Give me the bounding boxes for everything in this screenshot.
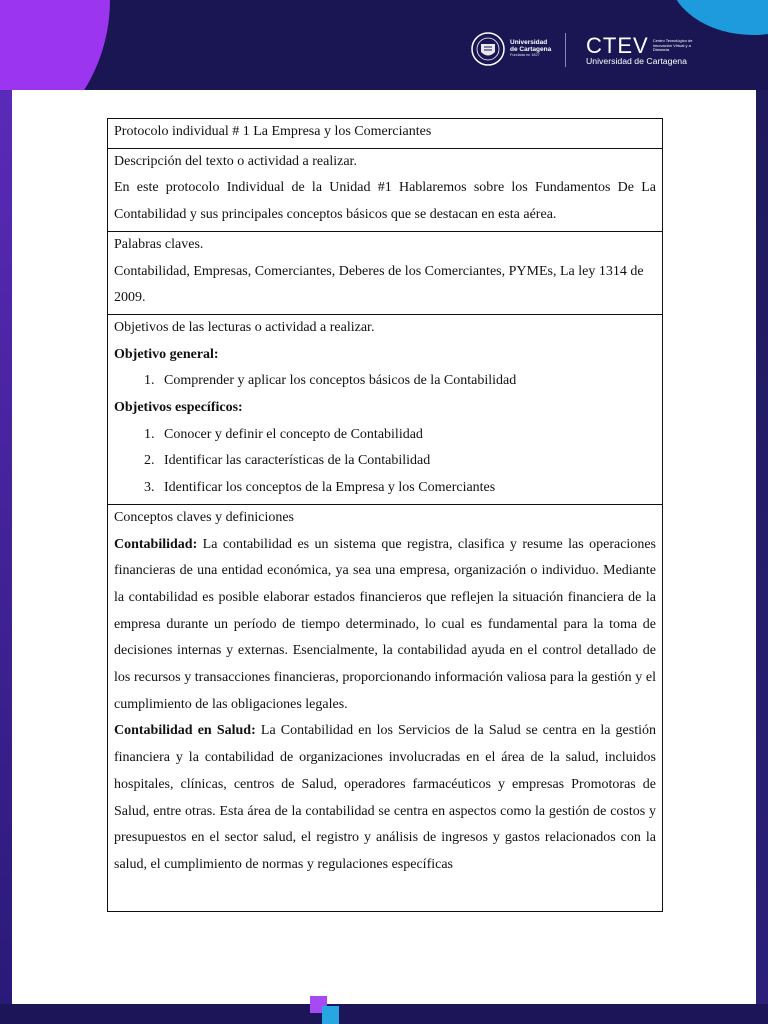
ctev-subtitle: Universidad de Cartagena <box>586 56 687 66</box>
description-heading: Descripción del texto o actividad a realizar. <box>114 153 357 169</box>
concepts-heading: Conceptos claves y definiciones <box>114 509 295 525</box>
university-name-line2: de Cartagena <box>510 45 552 53</box>
concept-definition: La Contabilidad en los Servicios de la Salud se centra en la gestión financiera y la contabilidad de organizaciones involucradas en el área de la salud, incluidos hospitales, clínicas, centros de Salud, operadores farmacéuticos y empresas Promotoras de Salud, entre otras. Esta área de la contabilidad se centra en aspectos como la gestión de costos y presupuestos en el sector salud, el registro y análisis de ingresos y gastos relacionados con la salud, el cumplimiento de normas y regulaciones específicas <box>114 723 656 872</box>
list-item: 3. Identificar los conceptos de la Empresa y los Comerciantes <box>158 475 656 502</box>
ctev-name: CTEV <box>586 33 649 58</box>
page-header-banner <box>0 0 768 90</box>
specific-objectives-list <box>114 422 656 502</box>
left-side-band <box>0 90 12 1004</box>
university-name-line1: Universidad <box>510 39 548 47</box>
protocol-table <box>107 118 663 912</box>
description-text: En este protocolo Individual de la Unidad #1 Hablaremos sobre los Fundamentos De La Contabilidad y sus principales conceptos básicos que se destacan en esta aérea. <box>114 180 656 223</box>
ctev-small-text: Centro Tecnológico de Innovación Virtual y a Distancia <box>652 38 693 53</box>
concept-definition: La contabilidad es un sistema que registra, clasifica y resume las operaciones financieras de una entidad económica, ya sea una empresa, organización o individuo. Mediante la contabilidad es posible elaborar estados financieros que reflejen la situación financiera de la empresa durante un período de tiempo determinado, lo cual es fundamental para la toma de decisiones internas y externas. Esencialmente, la contabilidad ayuda en el control detallado de los recursos y transacciones financieras, proporcionando información valiosa para la gestión y el cumplimiento de las obligaciones legales. <box>114 536 656 712</box>
university-logo <box>470 30 551 68</box>
university-crest-icon <box>470 30 506 68</box>
blue-square-decoration <box>322 1006 339 1024</box>
protocol-title-row <box>108 119 663 149</box>
objectives-row <box>108 314 663 504</box>
concept-paragraph <box>114 718 656 878</box>
list-item: 1. Conocer y definir el concepto de Contabilidad <box>158 422 656 449</box>
objectives-heading: Objetivos de las lecturas o actividad a realizar. <box>114 319 375 335</box>
concept-term: Contabilidad: <box>114 536 198 552</box>
page-footer <box>0 1004 768 1024</box>
right-side-band <box>756 90 768 1004</box>
blue-circle-decoration <box>668 0 768 35</box>
general-objective-list <box>114 368 656 395</box>
general-objective-label: Objetivo general: <box>114 346 219 362</box>
list-item: 1. Comprender y aplicar los conceptos básicos de la Contabilidad <box>158 368 656 395</box>
ctev-logo <box>586 33 703 66</box>
concepts-row <box>108 504 663 911</box>
list-item: 2. Identificar las características de la Contabilidad <box>158 448 656 475</box>
logo-divider <box>565 33 566 67</box>
description-row <box>108 148 663 231</box>
concept-term: Contabilidad en Salud: <box>114 723 256 739</box>
purple-circle-decoration <box>0 0 110 90</box>
keywords-heading: Palabras claves. <box>114 236 204 252</box>
protocol-title: Protocolo individual # 1 La Empresa y los Comerciantes <box>108 119 663 149</box>
university-founded: Fundada en 1827 <box>510 53 540 58</box>
specific-objectives-label: Objetivos específicos: <box>114 400 243 416</box>
keywords-row <box>108 231 663 314</box>
keywords-text: Contabilidad, Empresas, Comerciantes, Deberes de los Comerciantes, PYMEs, La ley 1314 de 2009. <box>114 263 644 306</box>
concept-paragraph <box>114 532 656 719</box>
